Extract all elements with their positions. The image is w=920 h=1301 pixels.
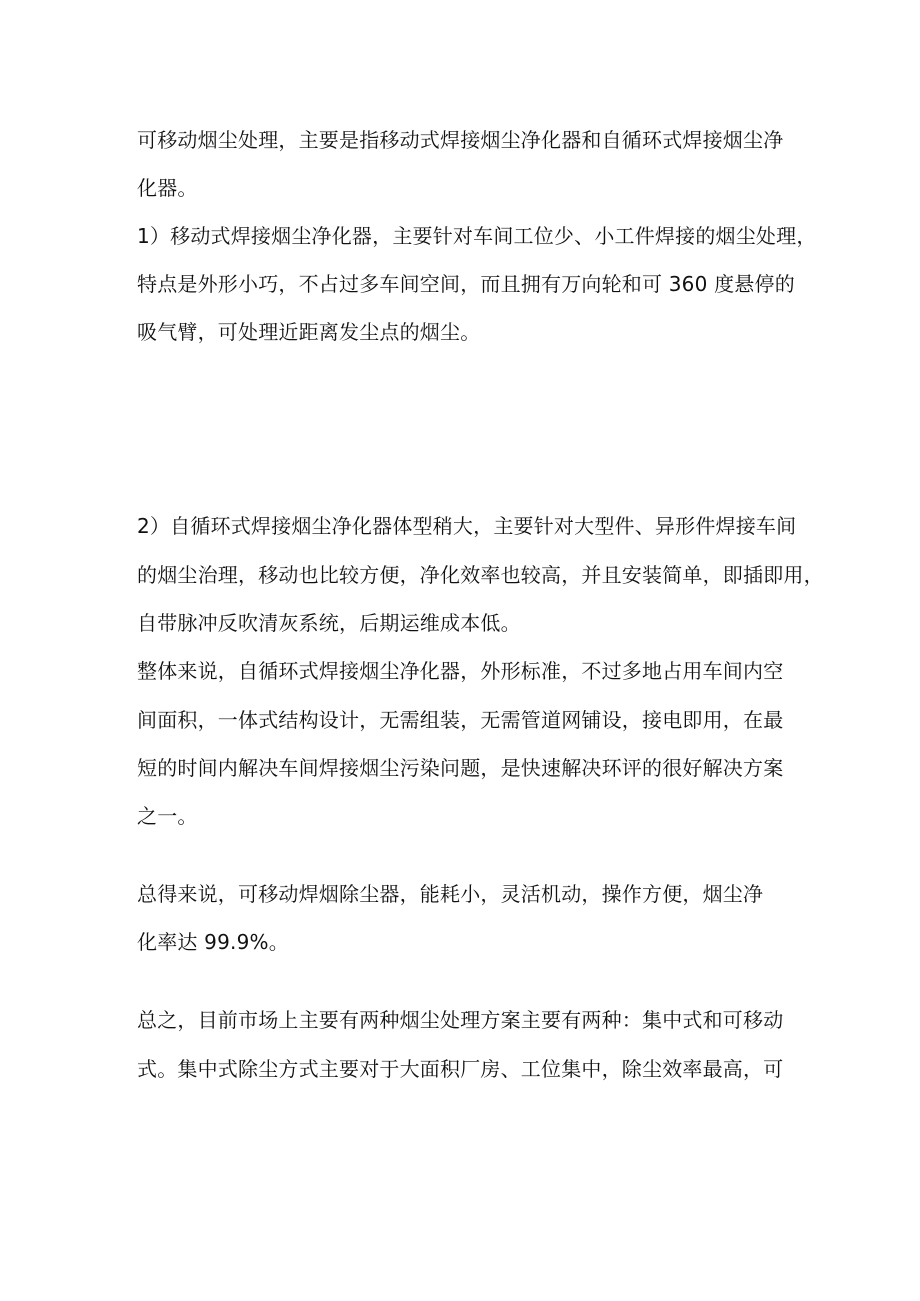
paragraph-3-line-2: 的烟尘治理，移动也比较方便，净化效率也较高，并且安装简单，即插即用， [137,563,824,587]
paragraph-4-line-4: 之一。 [137,804,198,828]
paragraph-5-line-1: 总得来说，可移动焊烟除尘器，能耗小，灵活机动，操作方便，烟尘净 [137,882,764,906]
paragraph-2-line-1: 1）移动式焊接烟尘净化器，主要针对车间工位少、小工件焊接的烟尘处理， [137,224,817,248]
paragraph-4-line-3: 短的时间内解决车间焊接烟尘污染问题，是快速解决环评的很好解决方案 [137,756,784,780]
paragraph-2-line-2: 特点是外形小巧，不占过多车间空间，而且拥有万向轮和可 360 度悬停的 [137,272,795,296]
paragraph-6-line-2: 式。集中式除尘方式主要对于大面积厂房、工位集中，除尘效率最高，可 [137,1057,784,1081]
paragraph-1-line-2: 化器。 [137,176,198,200]
paragraph-5-line-2: 化率达 99.9%。 [137,930,289,954]
paragraph-3-line-3: 自带脉冲反吹清灰系统，后期运维成本低。 [137,611,521,635]
paragraph-2-line-3: 吸气臂，可处理近距离发尘点的烟尘。 [137,320,481,344]
paragraph-3-line-1: 2）自循环式焊接烟尘净化器体型稍大，主要针对大型件、异形件焊接车间 [137,514,797,538]
paragraph-6-line-1: 总之，目前市场上主要有两种烟尘处理方案主要有两种：集中式和可移动 [137,1008,784,1032]
paragraph-1-line-1: 可移动烟尘处理，主要是指移动式焊接烟尘净化器和自循环式焊接烟尘净 [137,128,784,152]
paragraph-4-line-2: 间面积，一体式结构设计，无需组装，无需管道网铺设，接电即用，在最 [137,708,784,732]
paragraph-4-line-1: 整体来说，自循环式焊接烟尘净化器，外形标准，不过多地占用车间内空 [137,659,784,683]
